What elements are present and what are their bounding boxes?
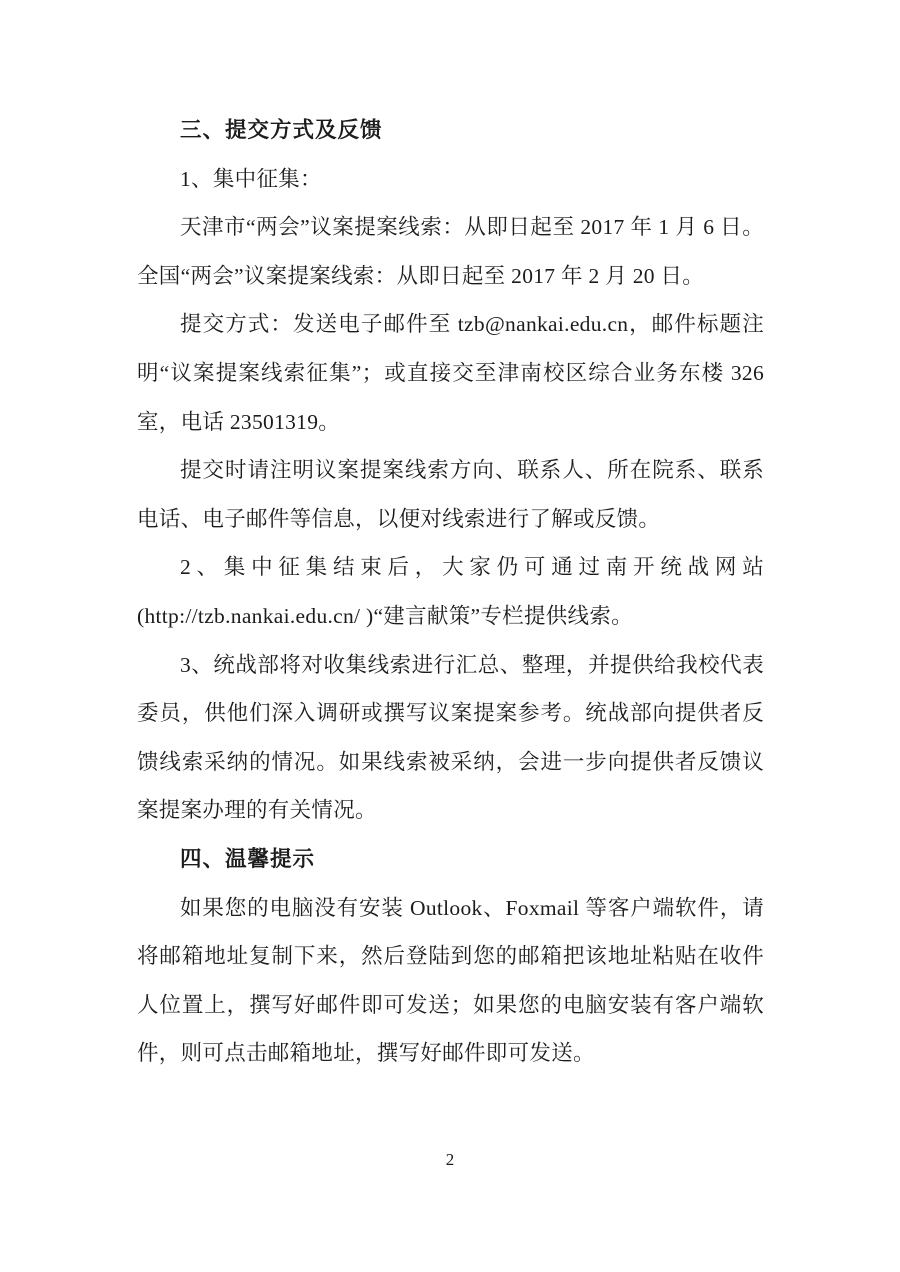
paragraph-item-2: 2、集中征集结束后，大家仍可通过南开统战网站(http://tzb.nankai.edu.cn/ )“建言献策”专栏提供线索。: [137, 555, 764, 628]
heading-section-3: 三、提交方式及反馈: [180, 118, 383, 142]
paragraph-item-1: 1、集中征集：: [180, 166, 322, 191]
heading-section-4: 四、温馨提示: [180, 846, 316, 871]
paragraph-submission-method: 提交方式：发送电子邮件至 tzb@nankai.edu.cn，邮件标题注明“议案提案线索征集”；或直接交至津南校区综合业务东楼 326 室，电话 23501319。: [137, 312, 764, 434]
paragraph-item-3: 3、统战部将对收集线索进行汇总、整理，并提供给我校代表委员，供他们深入调研或撰写议案提案参考。统战部向提供者反馈线索采纳的情况。如果线索被采纳，会进一步向提供者反馈议案提案办理的有关情况。: [137, 652, 764, 823]
paragraph-submission-info: 提交时请注明议案提案线索方向、联系人、所在院系、联系电话、电子邮件等信息，以便对线索进行了解或反馈。: [137, 458, 764, 531]
paragraph-email-tips: 如果您的电脑没有安装 Outlook、Foxmail 等客户端软件，请将邮箱地址复制下来，然后登陆到您的邮箱把该地址粘贴在收件人位置上，撰写好邮件即可发送；如果您的电脑安装有客户端软件，则可点击邮箱地址，撰写好邮件即可发送。: [137, 895, 764, 1066]
document-body: [137, 106, 764, 1078]
page-number: 2: [445, 1150, 455, 1169]
paragraph-deadlines: 天津市“两会”议案提案线索：从即日起至 2017 年 1 月 6 日。全国“两会”议案提案线索：从即日起至 2017 年 2 月 20 日。: [137, 215, 764, 288]
